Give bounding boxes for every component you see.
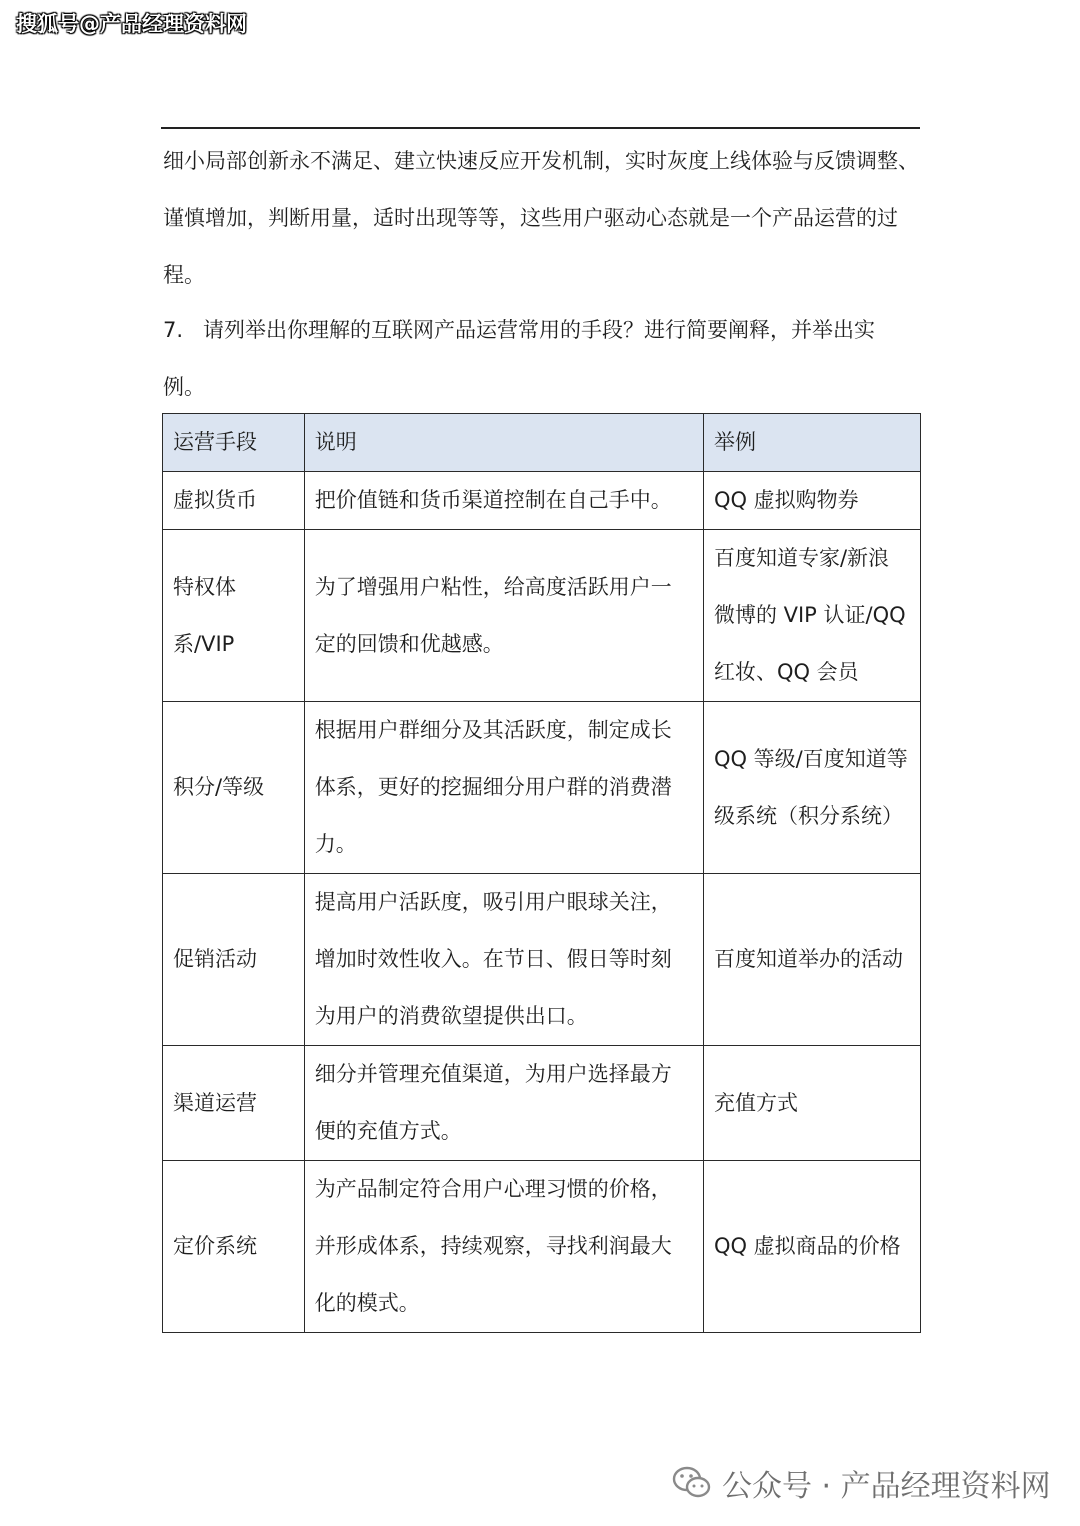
- table-row: [163, 874, 921, 1046]
- question-7: [163, 302, 923, 416]
- cell-description: [304, 1046, 703, 1161]
- desc-line: 把价值链和货币渠道控制在自己手中。: [314, 488, 672, 512]
- desc-line: 增加时效性收入。在节日、假日等时刻: [314, 947, 672, 971]
- header-example: 举例: [703, 414, 920, 472]
- cell-description: [304, 472, 703, 530]
- cell-method: 定价系统: [163, 1161, 305, 1333]
- example-line: QQ 等级/百度知道等: [713, 746, 908, 771]
- desc-line: 并形成体系，持续观察，寻找利润最大: [314, 1234, 672, 1258]
- desc-line: 定的回馈和优越感。: [314, 631, 504, 656]
- desc-line: 力。: [314, 832, 357, 856]
- table-row: [163, 530, 921, 702]
- cell-description: [304, 874, 703, 1046]
- desc-line: 为产品制定符合用户心理习惯的价格，: [314, 1177, 672, 1201]
- desc-line: 便的充值方式。: [314, 1119, 462, 1143]
- cell-description: [304, 530, 703, 702]
- header-rule: [161, 127, 920, 129]
- desc-line: 根据用户群细分及其活跃度，制定成长: [314, 718, 672, 742]
- table-row: [163, 702, 921, 874]
- watermark: 搜狐号@产品经理资料网: [16, 12, 247, 36]
- desc-line: 为了增强用户粘性，给高度活跃用户一: [314, 574, 672, 599]
- example-line: 百度知道专家/新浪: [713, 546, 890, 570]
- example-line: QQ 虚拟购物券: [713, 488, 859, 512]
- example-line: 级系统（积分系统）: [713, 803, 903, 828]
- desc-line: 提高用户活跃度，吸引用户眼球关注，: [314, 890, 672, 914]
- question-line: 7. 请列举出你理解的互联网产品运营常用的手段？进行简要阐释，并举出实: [163, 318, 876, 342]
- desc-line: 体系，更好的挖掘细分用户群的消费潜: [314, 775, 672, 799]
- paragraph-1: [163, 133, 923, 304]
- cell-description: [304, 702, 703, 874]
- cell-description: [304, 1161, 703, 1333]
- footer-attribution: [672, 1460, 1051, 1506]
- cell-example: [703, 702, 920, 874]
- cell-example: [703, 874, 920, 1046]
- table-row: [163, 1161, 921, 1333]
- cell-method: 促销活动: [163, 874, 305, 1046]
- desc-line: 为用户的消费欲望提供出口。: [314, 1004, 588, 1028]
- operations-table: [162, 413, 921, 1333]
- question-line: 例。: [163, 375, 205, 399]
- cell-method: 积分/等级: [163, 702, 305, 874]
- example-line: 百度知道举办的活动: [713, 947, 903, 971]
- cell-method: 渠道运营: [163, 1046, 305, 1161]
- cell-method: 虚拟货币: [163, 472, 305, 530]
- example-line: QQ 虚拟商品的价格: [713, 1234, 901, 1258]
- table-row: [163, 1046, 921, 1161]
- wechat-icon: [672, 1466, 712, 1500]
- cell-method: 特权体系/VIP: [163, 530, 305, 702]
- footer-label: 公众号 · 产品经理资料网: [722, 1469, 1051, 1504]
- cell-example: [703, 1046, 920, 1161]
- header-method: 运营手段: [163, 414, 305, 472]
- paragraph-line: 谨慎增加，判断用量，适时出现等等，这些用户驱动心态就是一个产品运营的过: [163, 206, 898, 230]
- paragraph-line: 程。: [163, 263, 205, 287]
- header-description: 说明: [304, 414, 703, 472]
- example-line: 充值方式: [713, 1090, 798, 1115]
- desc-line: 细分并管理充值渠道，为用户选择最方: [314, 1062, 672, 1086]
- cell-example: [703, 472, 920, 530]
- table-header-row: [163, 414, 921, 472]
- desc-line: 化的模式。: [314, 1291, 420, 1315]
- table-row: [163, 472, 921, 530]
- example-line: 微博的 VIP 认证/QQ: [713, 603, 906, 627]
- cell-example: [703, 530, 920, 702]
- paragraph-line: 细小局部创新永不满足、建立快速反应开发机制，实时灰度上线体验与反馈调整、: [163, 149, 919, 173]
- cell-example: [703, 1161, 920, 1333]
- example-line: 红妆、QQ 会员: [713, 660, 859, 684]
